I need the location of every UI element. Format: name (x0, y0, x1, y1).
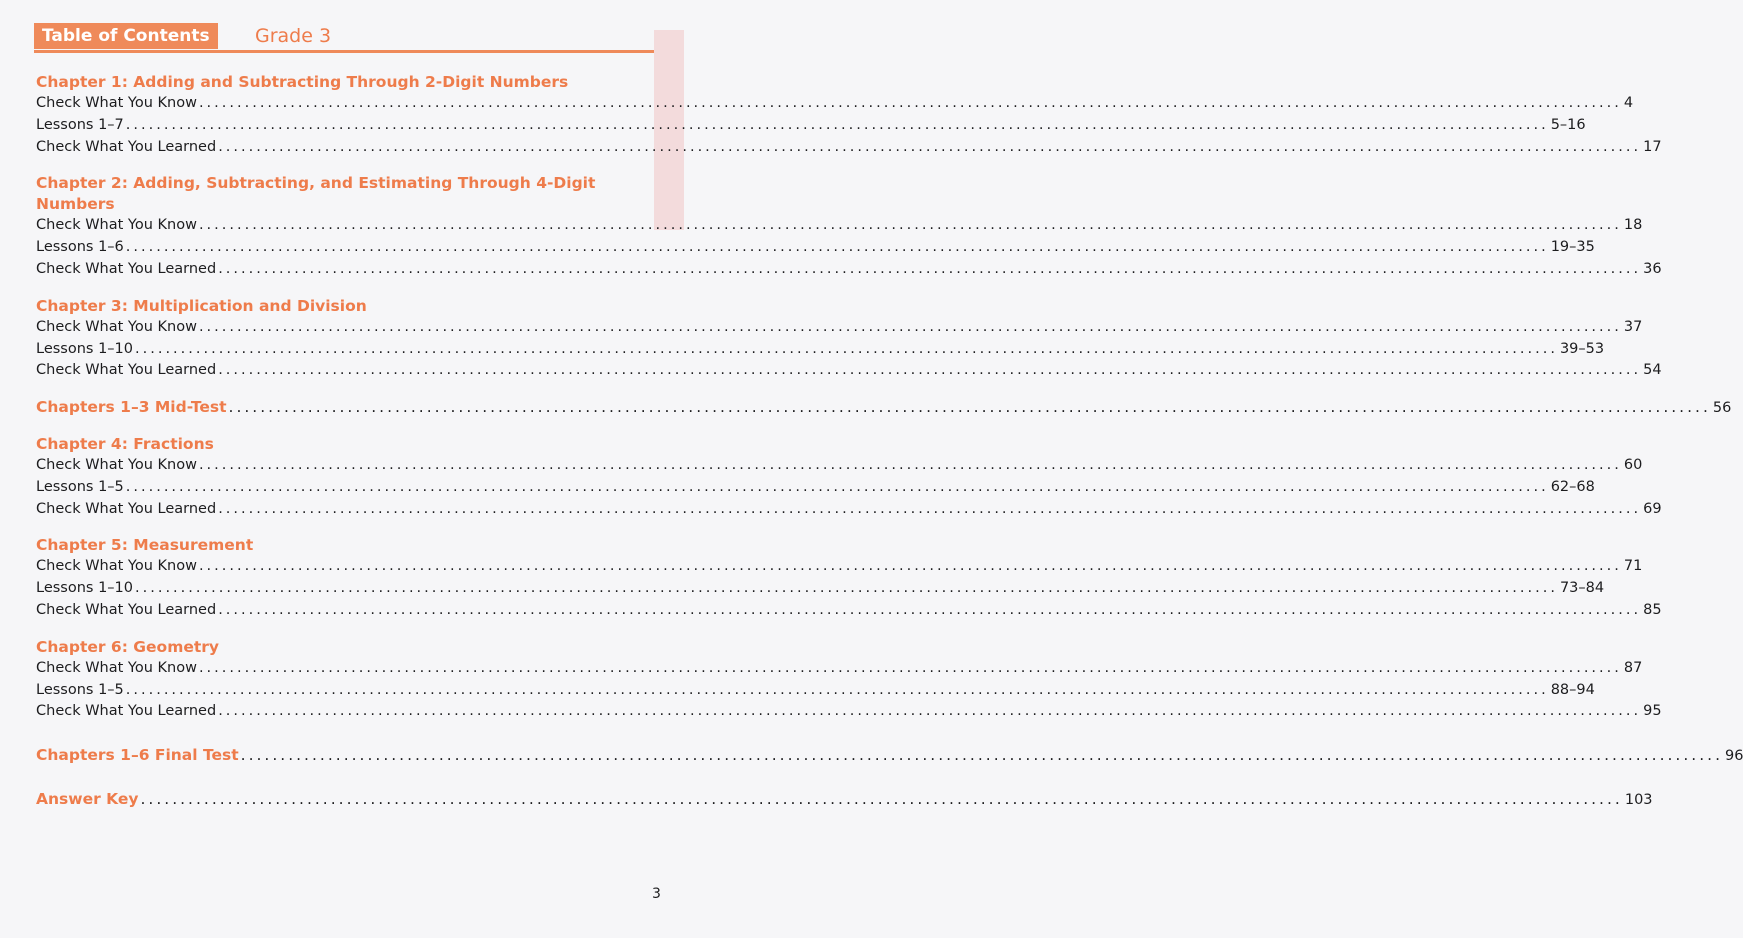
chapter-3-section (36, 296, 1662, 382)
dot-leader: ........................................................................................................................................................................................... (218, 500, 1642, 517)
toc-entry (36, 556, 1643, 578)
entry-label: Lessons 1–10 (36, 340, 134, 357)
entry-page: 54 (1643, 362, 1662, 379)
dot-leader: ........................................................................................................................................................................................... (218, 601, 1642, 618)
toc-entry (36, 499, 1662, 521)
entry-page: 60 (1623, 456, 1643, 473)
toc-entry (36, 259, 1662, 281)
dot-leader: ........................................................................................................................................................................................... (198, 456, 1622, 473)
entry-page: 73–84 (1559, 580, 1605, 597)
entry-label: Answer Key (36, 789, 139, 808)
dot-leader: ........................................................................................................................................................................................... (125, 116, 1549, 133)
entry-page: 87 (1623, 659, 1643, 676)
toc-entry (36, 115, 1586, 137)
midtest-section (36, 397, 1732, 419)
entry-page: 37 (1623, 318, 1643, 335)
toc-entry (36, 578, 1605, 600)
entry-page: 18 (1623, 217, 1643, 234)
entry-page: 19–35 (1550, 239, 1595, 256)
answerkey-section (36, 789, 1653, 811)
entry-label: Check What You Learned (36, 703, 217, 720)
toc-entry (36, 339, 1605, 361)
toc-entry (36, 317, 1643, 339)
toc-entry (36, 93, 1634, 115)
dot-leader: ........................................................................................................................................................................................... (135, 580, 1558, 597)
toc-entry (36, 455, 1643, 477)
toc-entry-midtest (36, 397, 1732, 419)
entry-page: 88–94 (1550, 681, 1595, 698)
entry-label: Lessons 1–5 (36, 478, 124, 495)
entry-page: 69 (1643, 500, 1662, 517)
entry-page: 103 (1624, 791, 1653, 808)
page-title: Table of Contents (34, 23, 218, 49)
toc-entry (36, 215, 1643, 237)
entry-label: Check What You Learned (36, 260, 217, 277)
dot-leader: ........................................................................................................................................................................................... (125, 681, 1549, 698)
dot-leader: ........................................................................................................................................................................................... (240, 746, 1723, 765)
chapter-4-section (36, 434, 1662, 520)
entry-label: Check What You Learned (36, 362, 217, 379)
chapter-title: Chapter 5: Measurement (36, 536, 254, 555)
dot-leader: ........................................................................................................................................................................................... (140, 789, 1623, 808)
entry-page: 62–68 (1550, 478, 1595, 495)
dot-leader: ........................................................................................................................................................................................... (218, 138, 1642, 155)
entry-label: Check What You Learned (36, 601, 217, 618)
entry-label: Lessons 1–7 (36, 116, 124, 133)
dot-leader: ........................................................................................................................................................................................... (228, 398, 1711, 417)
toc-entry (36, 701, 1662, 723)
entry-label: Check What You Learned (36, 500, 217, 517)
dot-leader: ........................................................................................................................................................................................... (198, 318, 1622, 335)
table-of-contents (36, 72, 1743, 826)
entry-label: Check What You Know (36, 558, 197, 575)
dot-leader: ........................................................................................................................................................................................... (125, 239, 1549, 256)
dot-leader: ........................................................................................................................................................................................... (198, 659, 1622, 676)
toc-entry-finaltest (36, 745, 1743, 767)
chapter-title: Chapter 6: Geometry (36, 637, 220, 656)
page-header (0, 22, 684, 52)
entry-page: 17 (1643, 138, 1662, 155)
entry-label: Check What You Know (36, 456, 197, 473)
page-number: 3 (652, 886, 661, 902)
chapter-2-section (36, 173, 1662, 280)
entry-label: Lessons 1–6 (36, 239, 124, 256)
entry-page: 95 (1643, 703, 1662, 720)
chapter-title: Chapter 3: Multiplication and Division (36, 296, 367, 315)
finaltest-section (36, 745, 1743, 767)
entry-page: 39–53 (1559, 340, 1605, 357)
chapter-6-section (36, 637, 1662, 723)
dot-leader: ........................................................................................................................................................................................... (198, 558, 1622, 575)
entry-label: Check What You Know (36, 659, 197, 676)
chapter-5-section (36, 535, 1662, 621)
dot-leader: ........................................................................................................................................................................................... (198, 95, 1622, 111)
entry-label: Chapters 1–6 Final Test (36, 746, 239, 765)
entry-page: 5–16 (1550, 116, 1586, 133)
toc-entry (36, 360, 1662, 382)
toc-entry (36, 680, 1595, 702)
entry-label: Check What You Know (36, 318, 197, 335)
dot-leader: ........................................................................................................................................................................................... (218, 362, 1642, 379)
toc-entry (36, 237, 1595, 259)
entry-label: Chapters 1–3 Mid-Test (36, 398, 227, 417)
chapter-1-section (36, 72, 1662, 158)
toc-entry (36, 600, 1662, 622)
toc-entry (36, 137, 1662, 159)
entry-page: 36 (1643, 260, 1662, 277)
entry-page: 4 (1623, 95, 1634, 111)
dot-leader: ........................................................................................................................................................................................... (218, 260, 1642, 277)
toc-entry-answerkey (36, 789, 1653, 811)
entry-label: Lessons 1–5 (36, 681, 124, 698)
toc-entry (36, 658, 1643, 680)
dot-leader: ........................................................................................................................................................................................... (135, 340, 1558, 357)
entry-label: Check What You Know (36, 95, 197, 111)
entry-page: 85 (1643, 601, 1662, 618)
chapter-title: Chapter 1: Adding and Subtracting Through 2-Digit Numbers (36, 73, 569, 91)
toc-entry (36, 477, 1595, 499)
entry-label: Check What You Learned (36, 138, 217, 155)
chapter-title: Chapter 4: Fractions (36, 434, 214, 453)
entry-page: 96 (1725, 748, 1743, 765)
chapter-title: Chapter 2: Adding, Subtracting, and Estimating Through 4-Digit Numbers (36, 174, 596, 214)
dot-leader: ........................................................................................................................................................................................... (198, 217, 1622, 234)
grade-label: Grade 3 (255, 25, 332, 47)
header-rule (34, 50, 684, 53)
entry-label: Lessons 1–10 (36, 580, 134, 597)
entry-page: 71 (1623, 558, 1643, 575)
dot-leader: ........................................................................................................................................................................................... (218, 703, 1642, 720)
entry-page: 56 (1712, 400, 1732, 417)
dot-leader: ........................................................................................................................................................................................... (125, 478, 1549, 495)
entry-label: Check What You Know (36, 217, 197, 234)
